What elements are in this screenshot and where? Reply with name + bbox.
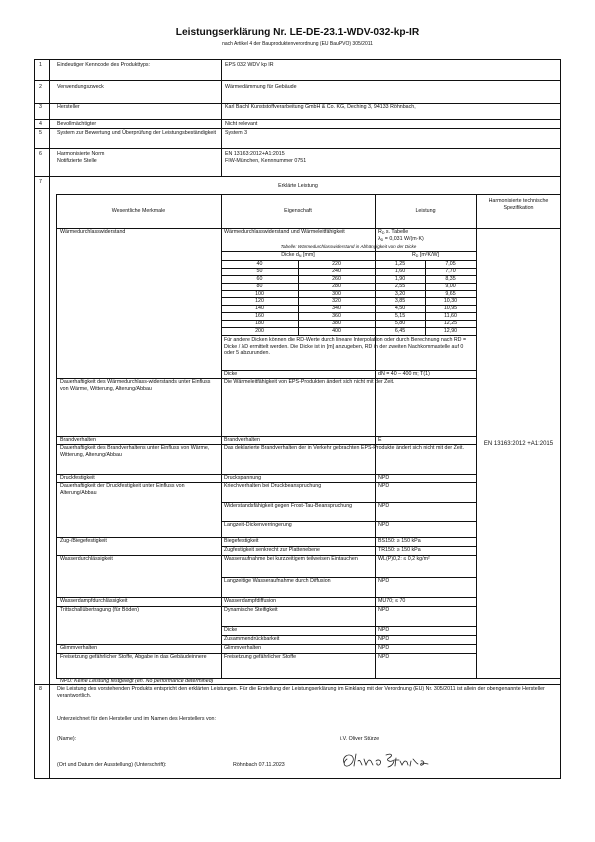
thermal-resistance-label: Wärmedurchlasswiderstand [60,229,126,235]
number-column-divider [49,59,50,779]
property-text: Die Wärmeleitfähigkeit von EPS-Produkten ändert sich nicht mit der Zeit. [224,379,395,385]
property-text: Zugfestigkeit senkrecht zur Plattenebene [224,547,320,553]
property-text: Langzeitige Wasseraufnahme durch Diffusion [224,578,331,584]
thickness-cell: 160 [255,312,264,319]
thickness-cell: 180 [255,320,264,327]
harmonised-standard-label: Harmonisierte Norm [57,151,105,157]
thickness-cell: 320 [332,298,341,304]
resistance-cell: 1,60 [394,268,406,275]
characteristic-label: Dauerhaftigkeit des Brandverhaltens unter Einfluss von Wärme, Witterung, Alterung/Abbau [60,445,210,458]
header-top-line [56,194,561,195]
place-date-value: Röhnbach 07.11.2023 [233,762,285,768]
thickness-row-line [221,268,476,269]
resistance-cell: 1,25 [394,261,406,267]
document-subtitle: nach Artikel 4 der Bauproduktenverordnung (EU BauPVO) 305/2011 [222,41,373,47]
property-text: Dynamische Steifigkeit [224,607,278,613]
performance-value: BS150: ≥ 150 kPa [378,538,421,544]
thickness-row-line [221,312,476,313]
performance-value: TR150: ≥ 150 kPa [378,547,421,553]
notified-body-label: Notifizierte Stelle [57,158,97,164]
performance-value: NPD [378,578,390,584]
section-divider [34,80,561,81]
performance-value: MU70; ≤ 70 [378,598,406,604]
thickness-row-line [221,290,476,291]
thermal-resistance-property: Wärmedurchlasswiderstand und Wärmeleitfähigkeit [224,229,345,235]
declaration-statement: Die Leistung des vorstehenden Produkts entspricht den erklärten Leistungen. Für die Erstellung der Leistungserklärung im Einklang mit der Verordnung (EU) Nr. 305/2011 ist allein der obengenannte Hersteller verantwortlich. [57,686,545,699]
characteristic-label: Glimmverhalten [60,645,98,651]
rd-reference: $R_D$ s. Tabelle [378,229,409,235]
notified-body-value: FIW-München, Kennnummer 0751 [225,158,307,164]
thickness-row-line [221,297,476,298]
thickness-table-bottom [221,335,476,336]
thickness-row-line [221,283,476,284]
resistance-cell: 4,50 [394,305,406,312]
section-divider [34,148,561,149]
signer-name: i.V. Oliver Stürze [340,736,380,742]
thickness-cell: 200 [255,327,264,334]
section-divider [34,119,561,120]
thickness-cell: 220 [332,261,341,267]
thickness-table-caption: Tabelle: Wärmedurchlasswiderstand in Abhängigkeit von der Dicke [280,244,417,249]
section-number: 5 [39,130,42,136]
column-header-characteristic: Wesentliche Merkmale [111,208,166,214]
property-text: Wasseraufnahme bei kurzzeitigem teilweisen Eintauchen [224,556,358,562]
document-title: Leistungserklärung Nr. LE-DE-23.1-WDV-032-kp-IR [175,27,420,38]
place-date-label: (Ort und Datum der Ausstellung) (Unterschrift): [57,762,167,768]
thickness-row-line [221,305,476,306]
thickness-cell: 100 [255,290,264,297]
performance-value: NPD [378,483,390,489]
performance-value: NPD [378,645,390,651]
resistance-cell: 5,15 [394,312,406,319]
authorised-rep-value: Nicht relevant [225,121,258,127]
resistance-cell: 6,45 [394,327,406,334]
harmonised-spec-value: EN 13163:2012 +A1:2015 [483,441,554,447]
section-number: 4 [39,121,42,127]
resistance-cell: 9,65 [445,290,456,297]
npd-note: NPD: Keine Leistung festgelegt (en. No performance determined) [60,678,214,684]
characteristic-label: Wasserdampfdurchlässigkeit [60,598,128,604]
harmonised-standard-value: EN 13163:2012+A1:2015 [225,151,285,157]
manufacturer-value: Karl Bachl Kunststoffverarbeitung GmbH & Co. KG, Deching 3, 94133 Röhnbach, [225,104,416,110]
section-number: 1 [39,62,42,68]
characteristic-label: Dauerhaftigkeit der Druckfestigkeit unter Einfluss von Alterung/Abbau [60,483,185,496]
name-label: (Name): [57,736,77,742]
resistance-cell: 10,30 [443,298,458,304]
thickness-cell: 50 [256,268,263,275]
section-number: 2 [39,84,42,90]
property-text: Wasserdampfdiffusion [224,598,277,604]
thickness-row-line [221,320,476,321]
thickness-cell: 240 [332,268,341,275]
property-text: Druckspannung [224,475,262,481]
avcp-label: System zur Bewertung und Überprüfung der Leistungsbeständigkeit [57,130,216,136]
property-text: Glimmverhalten [224,645,262,651]
characteristic-label: Brandverhalten [60,437,96,443]
interpolation-note: Für andere Dicken können die RD-Werte durch lineare Interpolation oder durch Berechnung nach RD = Dicke / λD ermittelt werden. Die Dicke ist in [m] anzugeben, RD in der zweiten Nachkommastelle auf 0 oder 5 abzurunden. [224,337,467,357]
characteristic-label: Wasserdurchlässigkeit [60,556,113,562]
resistance-cell: 9,00 [445,283,456,290]
thickness-cell: 60 [256,275,263,282]
property-text: Dicke [224,627,238,633]
thickness-cell: 120 [255,298,264,304]
property-text: Das deklarierte Brandverhalten der in Verkehr gebrachten EPS-Produkte ändert sich nicht mit der Zeit. [224,445,464,451]
performance-value: NPD [378,627,390,633]
section-number: 7 [39,179,42,185]
resistance-cell: 10,95 [443,305,458,312]
thickness-cell: 140 [255,305,264,312]
column-header-spec: Harmonisierte technische Spezifikation [488,198,549,211]
performance-value: NPD [378,636,390,642]
product-code-label: Eindeutiger Kenncode des Produkttyps: [57,62,151,68]
thickness-value: dN = 40 – 400 m; T(1) [378,371,430,377]
thickness-cell: 300 [332,290,341,297]
thickness-cell: 380 [332,320,341,327]
property-text: Brandverhalten [224,437,260,443]
authorised-rep-label: Bevollmächtigter [57,121,97,127]
thickness-cell: 40 [256,261,263,267]
section-number: 8 [39,686,42,692]
property-text: Widerstandsfähigkeit gegen Frost-Tau-Beanspruchung [224,503,353,509]
characteristic-label: Zug-/Biegefestigkeit [60,538,107,544]
row-divider [221,370,476,371]
declared-performance-title: Erklärte Leistung [278,183,318,189]
thickness-label: Dicke [224,371,238,377]
section-divider [34,128,561,129]
resistance-cell: 3,20 [394,290,406,297]
performance-value: NPD [378,654,390,660]
thickness-cell: 400 [332,327,341,334]
resistance-cell: 5,80 [394,320,406,327]
property-text: Freisetzung gefährlicher Stoffe [224,654,297,660]
performance-value: WL(P)0,2: ≤ 0,2 kg/m² [378,556,430,562]
resistance-cell: 2,55 [394,283,406,290]
performance-value: E [378,437,382,443]
characteristic-label: Druckfestigkeit [60,475,95,481]
section-divider [34,176,561,177]
spec-column-divider [476,194,477,678]
resistance-cell: 8,35 [445,275,456,282]
declaration-table [34,59,561,779]
property-text: Biegefestigkeit [224,538,259,544]
resistance-cell: 12,90 [443,327,458,334]
performance-value: NPD [378,522,390,528]
performance-value: NPD [378,607,390,613]
avcp-value: System 3 [225,130,248,136]
signature [338,749,434,773]
resistance-header: $R_D$ [m²K/W] [411,252,440,258]
thickness-cell: 280 [332,283,341,290]
intended-use-label: Verwendungszweck [57,84,104,90]
thickness-row-line [221,327,476,328]
property-text: Zusammendrückbarkeit [224,636,280,642]
property-text: Langzeit-Dickenverringerung [224,522,292,528]
thickness-cell: 80 [256,283,263,290]
property-text: Kriechverhalten bei Druckbeanspruchung [224,483,322,489]
characteristic-label: Trittschallübertragung (für Böden) [60,607,140,613]
performance-value: NPD [378,475,390,481]
column-header-performance: Leistung [415,208,436,214]
lambda-value: $\lambda_D = 0,031$ W/(m·K) [378,236,424,242]
thickness-header: Dicke $d_N$ [mm] [281,252,315,258]
resistance-cell: 7,70 [445,268,456,275]
resistance-cell: 3,85 [394,298,406,304]
section-number: 6 [39,151,42,157]
resistance-cell: 11,60 [444,312,457,319]
thickness-cell: 260 [332,275,341,282]
thickness-cell: 340 [332,305,341,312]
intended-use-value: Wärmedämmung für Gebäude [225,84,297,90]
column-header-property: Eigenschaft [284,208,312,214]
value-column-divider [221,59,222,176]
resistance-cell: 1,90 [394,275,406,282]
manufacturer-label: Hersteller [57,104,80,110]
product-code-value: EPS 032 WDV kp IR [225,62,274,68]
characteristic-label: Freisetzung gefährlicher Stoffe, Abgabe in das Gebäudeinnere [60,654,207,660]
thickness-cell: 360 [332,312,341,319]
resistance-cell: 7,05 [445,261,456,267]
characteristic-label: Dauerhaftigkeit des Wärmedurchlass-widerstands unter Einfluss von Wärme, Witterung, Alterung/Abbau [60,379,211,392]
section-number: 3 [39,104,42,110]
resistance-cell: 12,25 [443,320,458,327]
signed-for-text: Unterzeichnet für den Hersteller und im Namen des Herstellers von: [57,716,216,722]
thickness-row-line [221,275,476,276]
performance-value: NPD [378,503,390,509]
